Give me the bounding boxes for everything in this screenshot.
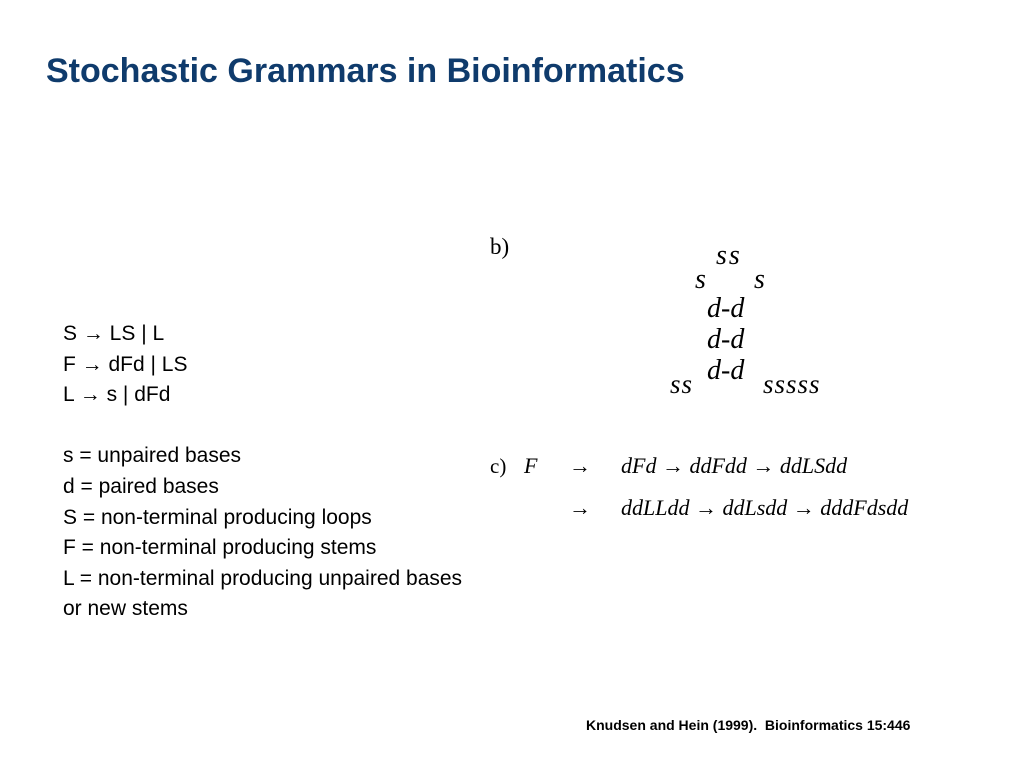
stem-pair-row: d-d [707,324,745,355]
production-rule: S → LS | L [63,322,165,345]
symbol-definition: d = paired bases [63,474,219,498]
derivation-start-symbol: F [524,453,538,478]
panel-c-label: c) [490,454,507,478]
symbol-definition: s = unpaired bases [63,444,242,468]
loop-top-bases: ss [716,240,742,271]
symbol-definition: F = non-terminal producing stems [63,536,377,560]
production-rule: F → dFd | LS [63,352,188,376]
panel-b-label: b) [490,234,510,259]
right-tail-bases: sssss [763,369,821,399]
derivation-step: ddLLdd → ddLsdd → dddFdsdd [621,495,909,520]
derivation-arrow: → [569,453,591,478]
citation: Knudsen and Hein (1999). Bioinformatics 15:446 [586,717,911,733]
symbol-definition: S = non-terminal producing loops [63,505,372,529]
slide-title: Stochastic Grammars in Bioinformatics [46,52,685,90]
stem-pair-row: d-d [707,355,745,386]
loop-left-base: s [695,264,706,295]
spacer [63,411,493,442]
symbol-definition: L = non-terminal producing unpaired bases or new stems [63,566,463,621]
loop-right-base: s [754,264,765,295]
grammar-rules [63,319,493,625]
stem-pair-row: d-d [707,293,745,324]
production-rule: L → s | dFd [63,383,171,407]
derivation-arrow: → [569,495,591,520]
derivation-step: dFd → ddFdd → ddLSdd [621,453,848,478]
left-tail-bases: ss [670,369,694,399]
